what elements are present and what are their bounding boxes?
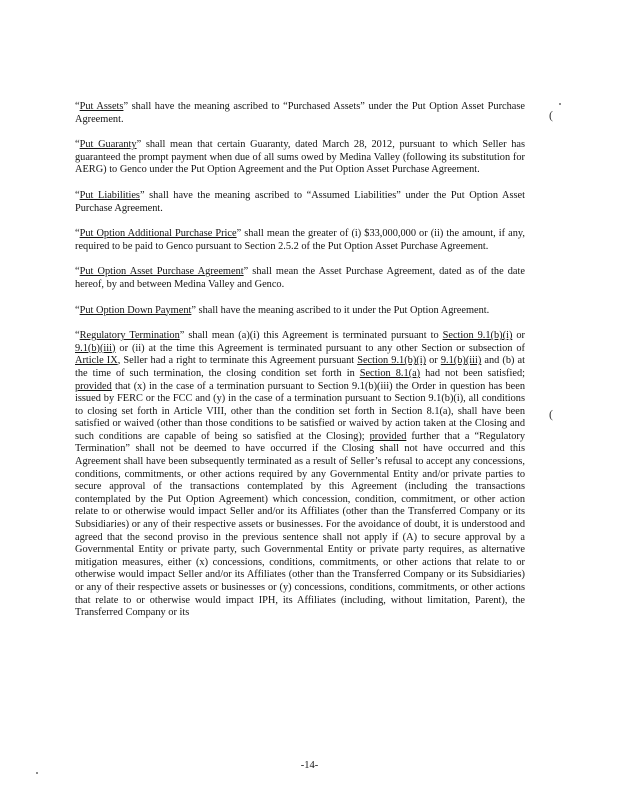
definition-put-guaranty: “Put Guaranty” shall mean that certain Guaranty, dated March 28, 2012, pursuant to which Seller has guaranteed the prompt payment when due of all sums owed by Medina Valley (following its substitution for AERG) to Genco under the Put Option Agreement and the Put Option Asset Purchase Agreement. — [75, 139, 525, 176]
proviso-keyword: provided — [369, 430, 407, 442]
definition-text: shall mean the greater of (i) $33,000,000 or (ii) the amount, if any, required to be paid to Genco pursuant to Section 2.5.2 of the Put Option Asset Purchase Agreement. — [75, 228, 525, 252]
definition-text: that (x) in the case of a termination pursuant to Section 9.1(b)(iii) the Order in question has been issued by FERC or the FCC and (y) in the case of a termination pursuant to Section 9.1(b)(i), all conditions to closing set forth in Article VIII, other than the condition set forth in Section 8.1(a), shall have been satisfied or waived (other than those conditions to be satisfied or waived by action taken at the Closing and such conditions are capable of being so satisfied at the Closing); — [75, 380, 525, 442]
proviso-keyword: provided — [75, 380, 112, 392]
definition-text: shall mean the Asset Purchase Agreement, dated as of the date hereof, by and between Medina Valley and Genco. — [75, 266, 525, 290]
definition-text: shall have the meaning ascribed to “Purchased Assets” under the Put Option Asset Purchase Agreement. — [75, 101, 525, 125]
definition-text: and (b) at the time of such termination, the closing condition set forth in — [75, 355, 526, 379]
definition-put-option-additional-purchase-price: “Put Option Additional Purchase Price” shall mean the greater of (i) $33,000,000 or (ii) the amount, if any, required to be paid to Genco pursuant to Section 2.5.2 of the Put Option Asset Purchase Agreement. — [75, 228, 525, 252]
defined-term: Regulatory Termination — [79, 330, 180, 342]
article-reference: Article IX — [75, 355, 118, 367]
definition-put-assets: “Put Assets” shall have the meaning ascribed to “Purchased Assets” under the Put Option Asset Purchase Agreement. — [75, 101, 525, 125]
section-reference: 9.1(b)(iii) — [75, 342, 116, 354]
defined-term: Put Assets — [79, 101, 124, 112]
scan-speck — [559, 103, 561, 105]
definition-text: shall have the meaning ascribed to “Assumed Liabilities” under the Put Option Asset Purchase Agreement. — [75, 189, 526, 214]
defined-term: Put Liabilities — [79, 189, 140, 201]
scan-speck — [36, 772, 38, 774]
definition-text: shall mean (a)(i) this Agreement is terminated pursuant to — [184, 330, 443, 342]
section-reference: Section 8.1(a) — [359, 367, 421, 379]
section-reference: Section 9.1(b)(i) — [357, 355, 427, 367]
document-body — [75, 101, 525, 620]
definition-text: shall have the meaning ascribed to it under the Put Option Agreement. — [195, 304, 490, 316]
defined-term: Put Guaranty — [79, 139, 137, 151]
definition-text: shall mean that certain Guaranty, dated March 28, 2012, pursuant to which Seller has guaranteed the prompt payment when due of all sums owed by Medina Valley (following its substitution for AERG) to Genco under the Put Option Agreement and the Put Option Asset Purchase Agreement. — [75, 139, 525, 176]
definition-text: had not been satisfied; — [420, 367, 525, 379]
definition-text: or (ii) at the time this Agreement is terminated pursuant to any other Section or subsection of — [115, 342, 525, 354]
definition-text: further that a “Regulatory Termination” shall not be deemed to have occurred if the Closing shall not have occurred and this Agreement shall have been subsequently terminated as a result of Seller’s refusal to accept any concessions, conditions, commitments, or other actions required by any Governmental Entity and/or private parties to secure approval of the transactions contemplated by this Agreement (including the transactions contemplated by the Put Option Agreement) which concession, condition, commitment, or other action relate to or otherwise would impact Seller and/or its Affiliates (other than the Transferred Company or its Subsidiaries) or any of their respective assets or businesses. For the avoidance of doubt, it is understood and agreed that the second proviso in the previous sentence shall not apply if (A) to secure approval by a Governmental Entity or private party, such Governmental Entity or private party requires, as alternative mitigation measures, either (x) concessions, conditions, commitments, or other actions that relate to or otherwise would impact Seller and/or its Affiliates (other than the Transferred Company or its Subsidiaries) or any of their respective assets or businesses or (y) concessions, conditions, commitments, or other actions that relate to or otherwise would impact IPH, its Affiliates (including, without limitation, Parent), the Transferred Company or its — [75, 430, 525, 619]
section-reference: Section 9.1(b)(i) — [442, 330, 513, 342]
definition-put-liabilities: “Put Liabilities” shall have the meaning ascribed to “Assumed Liabilities” under the Put Option Asset Purchase Agreement. — [75, 189, 526, 214]
definition-text: , Seller had a right to terminate this Agreement pursuant — [117, 355, 358, 367]
definition-text: or — [512, 330, 526, 342]
defined-term: Put Option Additional Purchase Price — [79, 228, 237, 240]
defined-term: Put Option Down Payment — [79, 304, 192, 316]
definition-text: or — [426, 355, 441, 367]
margin-mark-middle: ( — [549, 407, 553, 421]
section-reference: 9.1(b)(iii) — [440, 355, 482, 367]
margin-mark-top: ( — [549, 108, 553, 122]
definition-put-option-down-payment: “Put Option Down Payment” shall have the meaning ascribed to it under the Put Option Agreement. — [75, 304, 490, 316]
defined-term: Put Option Asset Purchase Agreement — [79, 266, 244, 278]
page-number: -14- — [300, 760, 319, 771]
definition-regulatory-termination: “Regulatory Termination” shall mean (a)(i) this Agreement is terminated pursuant to Section 9.1(b)(i) or 9.1(b)(iii) or (ii) at the time this Agreement is terminated pursuant to any other Section or subsection of Article IX, Seller had a right to terminate this Agreement pursuant Section 9.1(b)(i) or 9.1(b)(iii) and (b) at the time of such termination, the closing condition set forth in Section 8.1(a) had not been satisfied; provided that (x) in the case of a termination pursuant to Section 9.1(b)(iii) the Order in question has been issued by FERC or the FCC and (y) in the case of a termination pursuant to Section 9.1(b)(i), all conditions to closing set forth in Article VIII, other than the condition set forth in Section 8.1(a), shall have been satisfied or waived (other than those conditions to be satisfied or waived by action taken at the Closing and such conditions are capable of being so satisfied at the Closing); provided further that a “Regulatory Termination” shall not be deemed to have occurred if the Closing shall not have occurred and this Agreement shall have been subsequently terminated as a result of Seller’s refusal to accept any concessions, conditions, commitments, or other actions required by any Governmental Entity and/or private parties to secure approval of the transactions contemplated by this Agreement (including the transactions contemplated by the Put Option Agreement) which concession, condition, commitment, or other action relate to or otherwise would impact Seller and/or its Affiliates (other than the Transferred Company or its Subsidiaries) or any of their respective assets or businesses. For the avoidance of doubt, it is understood and agreed that the second proviso in the previous sentence shall not apply if (A) to secure approval by a Governmental Entity or private party, such Governmental Entity or private party requires, as alternative mitigation measures, either (x) concessions, conditions, commitments, or other actions that relate to or otherwise would impact Seller and/or its Affiliates (other than the Transferred Company or its Subsidiaries) or any of their respective assets or businesses or (y) concessions, conditions, commitments, or other actions that relate to or otherwise would impact IPH, its Affiliates (including, without limitation, Parent), the Transferred Company or its — [75, 330, 526, 619]
definition-put-option-asset-purchase-agreement: “Put Option Asset Purchase Agreement” shall mean the Asset Purchase Agreement, dated as of the date hereof, by and between Medina Valley and Genco. — [75, 266, 525, 290]
